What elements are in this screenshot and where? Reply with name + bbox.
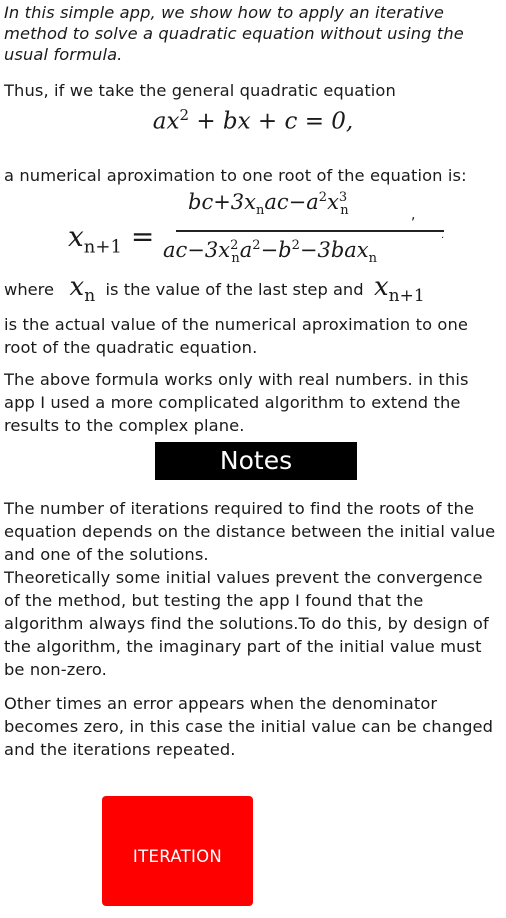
formula-numerator: $bc+3x_nac-a^2x^3_n$ [188,190,349,219]
formula-dot: . [441,230,445,241]
var-xn1: $x_{n+1}$ [373,272,425,307]
formula-lhs: $x_{n+1}$ = [68,220,155,258]
formula-denominator: $ac-3x^2_na^2-b^2-3bax_n$ [163,238,378,267]
notes-button[interactable]: Notes [155,442,357,480]
var-xn: $x_n$ [69,272,96,307]
actual-value-text: is the actual value of the numerical aproximation to one root of the quadratic equation. [4,315,469,357]
convergence-paragraph: Theoretically some initial values prevent the convergence of the method, but testing the app I found that the algorithm always find the solutions.To do this, by design of the algorithm, the imaginary part of the initial value must be non-zero. [4,568,489,679]
thus-text: Thus, if we take the general quadratic equation [4,81,396,100]
formula-comma: , [411,207,416,223]
iterations-paragraph: The number of iterations required to find the roots of the equation depends on the distance between the initial value and one of the solutions. [4,499,496,564]
where-line: where $x_n$ is the value of the last step and $x_{n+1}$ [4,272,425,307]
intro-text: In this simple app, we show how to apply an iterative method to solve a quadratic equation without using the usual formula. [4,3,464,64]
error-paragraph: Other times an error appears when the denominator becomes zero, in this case the initial value can be changed and the iterations repeated. [4,694,494,759]
approximation-text: a numerical aproximation to one root of the equation is: [4,166,467,185]
general-quadratic-equation: $ax^2$ + bx + c = 0, [152,106,354,135]
real-numbers-text: The above formula works only with real numbers. in this app I used a more complicated algorithm to extend the results to the complex plane. [4,370,469,435]
notes-body [4,497,502,681]
iteration-button[interactable]: ITERATION [102,796,253,906]
fraction-bar [176,230,444,232]
